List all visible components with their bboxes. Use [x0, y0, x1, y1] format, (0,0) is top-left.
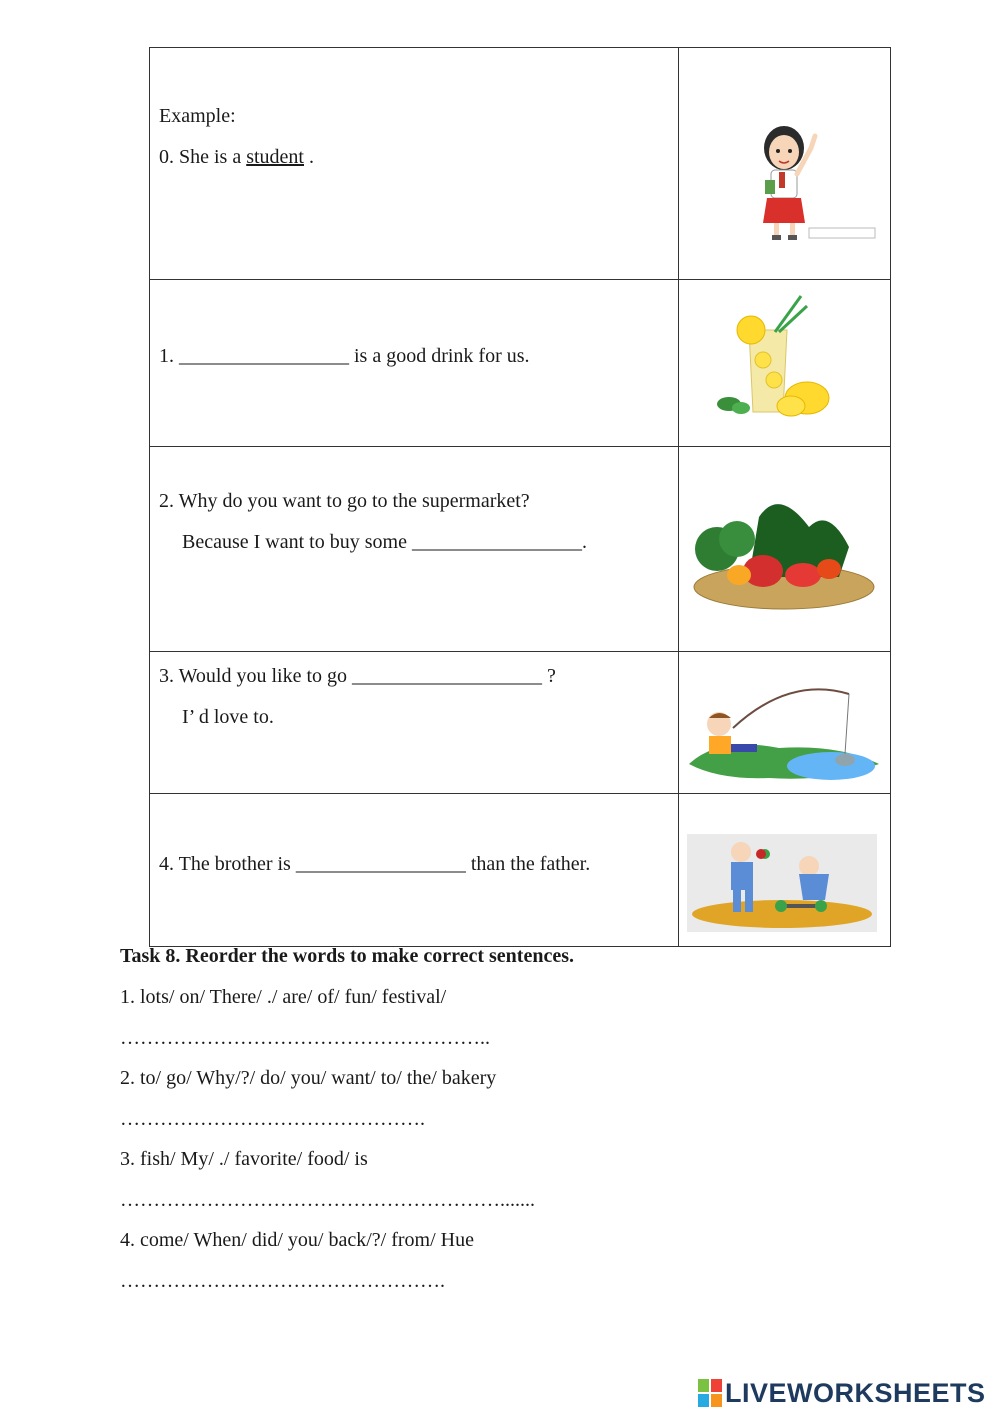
- answer-line-2[interactable]: ……………………………………….: [120, 1108, 425, 1130]
- liveworksheets-logo: [698, 1378, 986, 1408]
- reorder-item-2: 2. to/ go/ Why/?/ do/ you/ want/ to/ the/ bakery: [120, 1067, 497, 1089]
- question-2-answer: Because I want to buy some _________________.: [182, 531, 587, 553]
- picture-cell: [679, 652, 891, 794]
- reorder-item-1: 1. lots/ on/ There/ ./ are/ of/ fun/ festival/: [120, 986, 447, 1008]
- answer-line-4[interactable]: ………………………………………….: [120, 1270, 445, 1292]
- task-8-title: Task 8. Reorder the words to make correct sentences.: [120, 945, 574, 967]
- question-cell: [150, 280, 679, 447]
- reorder-item-3: 3. fish/ My/ ./ favorite/ food/ is: [120, 1148, 368, 1170]
- girl-student-illustration: [679, 48, 890, 279]
- question-cell: [150, 652, 679, 794]
- table-row: [150, 280, 891, 447]
- table-row: [150, 652, 891, 794]
- brothers-lifting-weights: [679, 794, 890, 946]
- question-3-answer: I’ d love to.: [182, 706, 274, 728]
- question-cell: [150, 48, 679, 280]
- picture-cell: [679, 447, 891, 652]
- liveworksheets-logo-icon: [698, 1379, 722, 1407]
- example-sentence: 0. She is a student .: [159, 146, 314, 168]
- example-answer: student: [246, 146, 304, 168]
- question-3: 3. Would you like to go ___________________ ?: [159, 665, 556, 687]
- question-cell: [150, 794, 679, 947]
- table-row: [150, 794, 891, 947]
- table-row: [150, 48, 891, 280]
- reorder-item-4: 4. come/ When/ did/ you/ back/?/ from/ Hue: [120, 1229, 474, 1251]
- picture-cell: [679, 48, 891, 280]
- answer-line-1[interactable]: ………………………………………………..: [120, 1027, 490, 1049]
- table-row: [150, 447, 891, 652]
- lemonade-glass: [679, 280, 890, 446]
- question-2: 2. Why do you want to go to the supermarket?: [159, 490, 530, 512]
- question-cell: [150, 447, 679, 652]
- picture-cell: [679, 280, 891, 447]
- answer-line-3[interactable]: ………………………………………………….......: [120, 1189, 535, 1211]
- vegetable-basket: [679, 447, 890, 651]
- example-label: Example:: [159, 105, 236, 127]
- question-1: 1. _________________ is a good drink for us.: [159, 345, 530, 367]
- exercise-table: [149, 47, 891, 947]
- brand-name: LIVEWORKSHEETS: [725, 1377, 986, 1408]
- picture-cell: [679, 794, 891, 947]
- boy-fishing: [679, 652, 890, 793]
- question-4: 4. The brother is _________________ than the father.: [159, 853, 591, 875]
